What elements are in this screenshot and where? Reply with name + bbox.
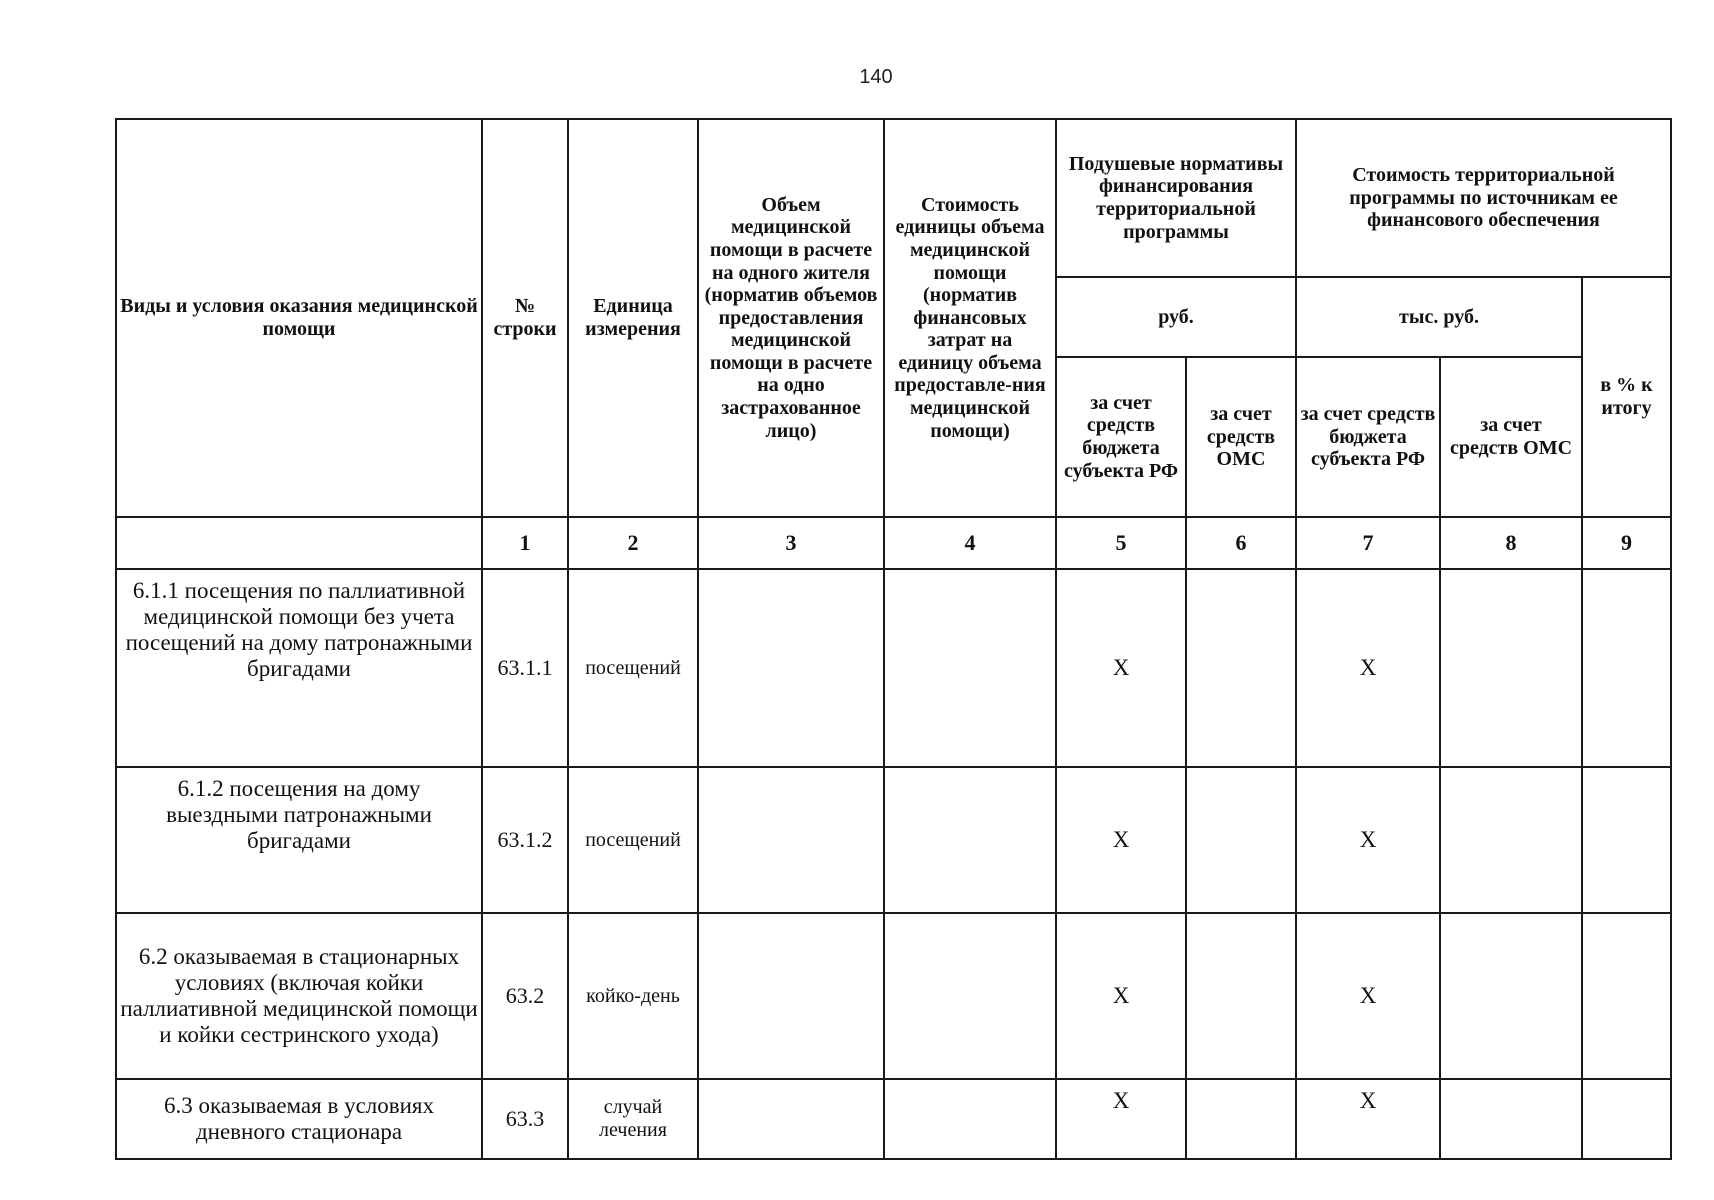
header-oms-2: за счет средств ОМС [1440,357,1582,517]
row-oms-2 [1440,767,1582,913]
header-per-capita: Подушевые нормативы финансирования территориальной программы [1056,119,1296,277]
row-budget-2-mark: X [1296,913,1440,1079]
row-volume [698,767,884,913]
header-row-no: № строки [482,119,568,517]
row-percent [1582,569,1671,767]
header-budget: за счет средств бюджета субъекта РФ [1056,357,1186,517]
row-volume [698,913,884,1079]
row-cost [884,767,1056,913]
row-code: 63.2 [482,913,568,1079]
column-number: 2 [568,517,698,569]
row-unit: случай лечения [568,1079,698,1159]
row-label: 6.3 оказываемая в условиях дневного стационара [116,1079,482,1159]
column-number: 1 [482,517,568,569]
row-cost [884,913,1056,1079]
header-kinds: Виды и условия оказания медицинской помощи [116,119,482,517]
row-oms [1186,569,1296,767]
row-label: 6.1.1 посещения по паллиативной медицинской помощи без учета посещений на дому патронажными бригадами [116,569,482,767]
row-code: 63.1.2 [482,767,568,913]
column-number: 8 [1440,517,1582,569]
table-row [116,569,1671,767]
header-percent: в % к итогу [1582,277,1671,517]
row-cost [884,1079,1056,1159]
row-oms-2 [1440,913,1582,1079]
row-oms-2 [1440,1079,1582,1159]
header-volume: Объем медицинской помощи в расчете на одного жителя (норматив объемов предоставления медицинской помощи в расчете на одно застрахованное лицо) [698,119,884,517]
header-program-cost: Стоимость территориальной программы по источникам ее финансового обеспечения [1296,119,1671,277]
column-number: 5 [1056,517,1186,569]
row-percent [1582,913,1671,1079]
column-number [116,517,482,569]
header-unit-thousand-rub: тыс. руб. [1296,277,1582,357]
row-label: 6.2 оказываемая в стационарных условиях (включая койки паллиативной медицинской помощи и койки сестринского ухода) [116,913,482,1079]
row-code: 63.1.1 [482,569,568,767]
row-budget-mark: X [1056,569,1186,767]
row-volume [698,569,884,767]
row-budget-mark: X [1056,767,1186,913]
header-unit: Единица измерения [568,119,698,517]
column-number: 9 [1582,517,1671,569]
column-number-row [116,517,1671,569]
row-oms-2 [1440,569,1582,767]
column-number: 3 [698,517,884,569]
row-unit: койко-день [568,913,698,1079]
row-label: 6.1.2 посещения на дому выездными патронажными бригадами [116,767,482,913]
header-unit-rub: руб. [1056,277,1296,357]
row-volume [698,1079,884,1159]
row-oms [1186,767,1296,913]
header-oms: за счет средств ОМС [1186,357,1296,517]
row-unit: посещений [568,767,698,913]
row-budget-mark: X [1056,913,1186,1079]
row-percent [1582,1079,1671,1159]
column-number: 6 [1186,517,1296,569]
table-row [116,913,1671,1079]
row-code: 63.3 [482,1079,568,1159]
row-cost [884,569,1056,767]
header-cost: Стоимость единицы объема медицинской помощи (норматив финансовых затрат на единицу объема предоставле-ния медицинской помощи) [884,119,1056,517]
row-budget-mark: X [1056,1079,1186,1159]
column-number: 7 [1296,517,1440,569]
table-row [116,1079,1671,1159]
row-oms [1186,1079,1296,1159]
row-budget-2-mark: X [1296,569,1440,767]
row-percent [1582,767,1671,913]
row-unit: посещений [568,569,698,767]
column-number: 4 [884,517,1056,569]
row-budget-2-mark: X [1296,1079,1440,1159]
row-oms [1186,913,1296,1079]
financing-table [115,118,1672,1160]
table-row [116,767,1671,913]
page-number: 140 [859,66,893,88]
header-budget-2: за счет средств бюджета субъекта РФ [1296,357,1440,517]
row-budget-2-mark: X [1296,767,1440,913]
